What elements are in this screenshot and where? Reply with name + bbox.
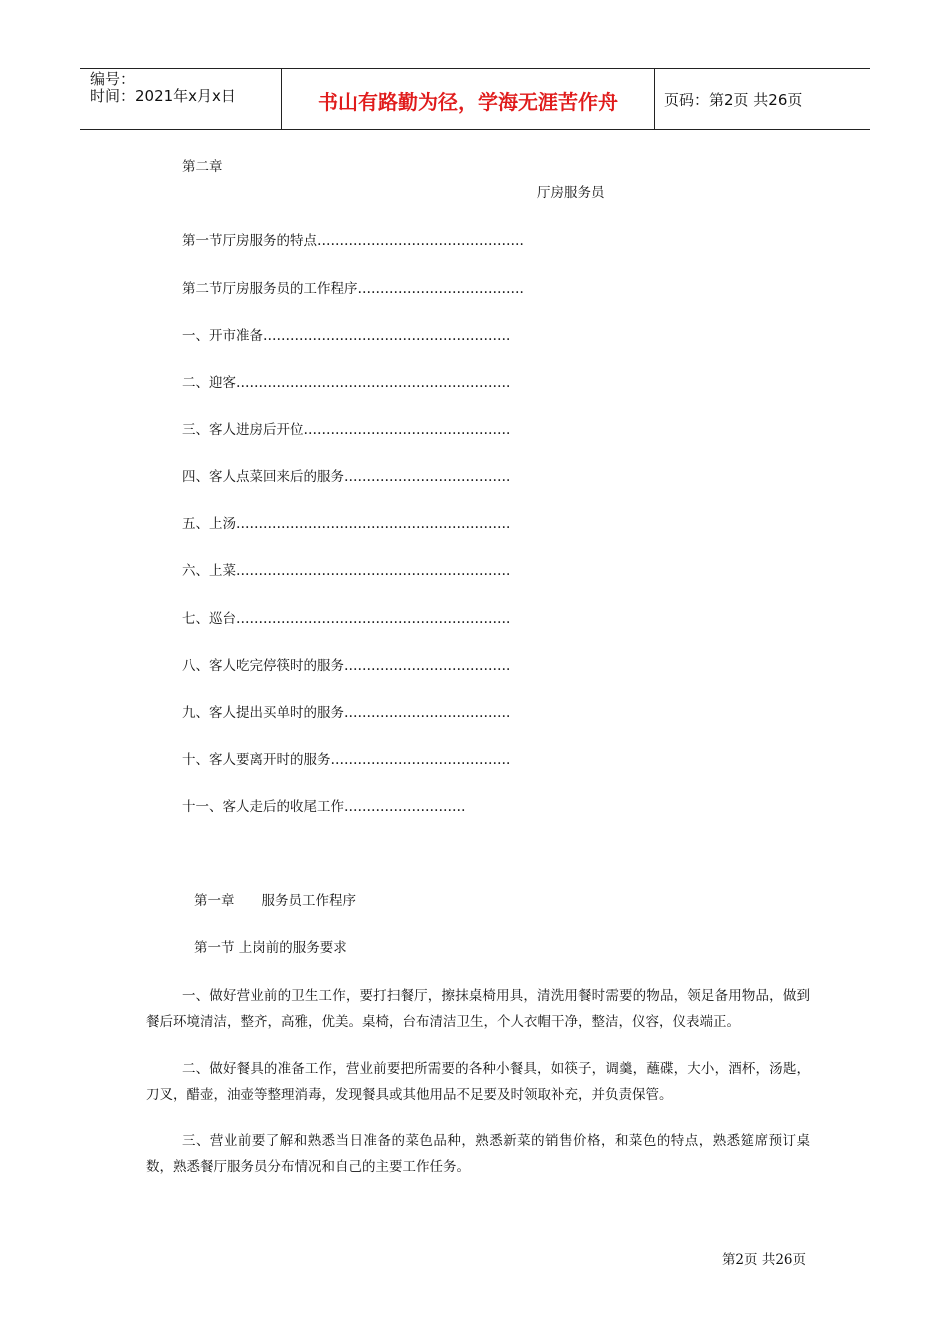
- header-table: [80, 68, 870, 130]
- document-time-label: 时间：2021年x月x日: [90, 87, 236, 105]
- toc-item: 四、客人点菜回来后的服务……………………………….: [182, 469, 511, 485]
- section-title: 第一节 上岗前的服务要求: [194, 940, 347, 956]
- body-paragraph: 一、做好营业前的卫生工作，要打扫餐厅，擦抹桌椅用具，清洗用餐时需要的物品，领足备用物品，做到餐后环境清洁，整齐，高雅，优美。桌椅，台布清洁卫生，个人衣帽干净，整洁，仪容，仪表端正。: [146, 988, 810, 1030]
- toc-item: 一、开市准备……………………………………………….: [182, 328, 511, 344]
- toc-item: 三、客人进房后开位……………………………………….: [182, 422, 511, 438]
- header-page-cell: [655, 69, 870, 129]
- toc-item: 八、客人吃完停筷时的服务……………………………….: [182, 658, 511, 674]
- body-paragraph: 三、营业前要了解和熟悉当日准备的菜色品种，熟悉新菜的销售价格，和菜色的特点，熟悉筵席预订桌数，熟悉餐厅服务员分布情况和自己的主要工作任务。: [146, 1133, 810, 1175]
- toc-chapter-subtitle: 厅房服务员: [537, 185, 605, 201]
- toc-item: 九、客人提出买单时的服务……………………………….: [182, 705, 511, 721]
- toc-item: 七、巡台…………………………………………………….: [182, 611, 511, 627]
- toc-item: 第二节厅房服务员的工作程序……………………………….: [182, 281, 524, 297]
- header-motto: 书山有路勤为径，学海无涯苦作舟: [318, 90, 618, 114]
- body-paragraph: 二、做好餐具的准备工作，营业前要把所需要的各种小餐具，如筷子，调羹，蘸碟，大小，酒杯，汤匙，刀叉，醋壶，油壶等整理消毒，发现餐具或其他用品不足要及时领取补充，并负责保管。: [146, 1061, 810, 1103]
- toc-item: 十、客人要离开时的服务………………………………….: [182, 752, 511, 768]
- chapter-title: 第一章 服务员工作程序: [194, 893, 356, 909]
- toc-item: 五、上汤…………………………………………………….: [182, 516, 511, 532]
- document-number-label: 编号：: [90, 70, 136, 88]
- toc-item: 十一、客人走后的收尾工作………………………: [182, 799, 466, 815]
- toc-item: 六、上菜…………………………………………………….: [182, 563, 511, 579]
- header-motto-cell: [282, 69, 655, 129]
- header-left-cell: [80, 69, 282, 129]
- toc-item: 二、迎客…………………………………………………….: [182, 375, 511, 391]
- footer-page-number: 第2页 共26页: [721, 1252, 806, 1268]
- toc-item: 第一节厅房服务的特点……………………………………….: [182, 233, 524, 249]
- header-page-number: 页码：第2页 共26页: [664, 91, 803, 109]
- toc-chapter-heading: 第二章: [182, 159, 223, 175]
